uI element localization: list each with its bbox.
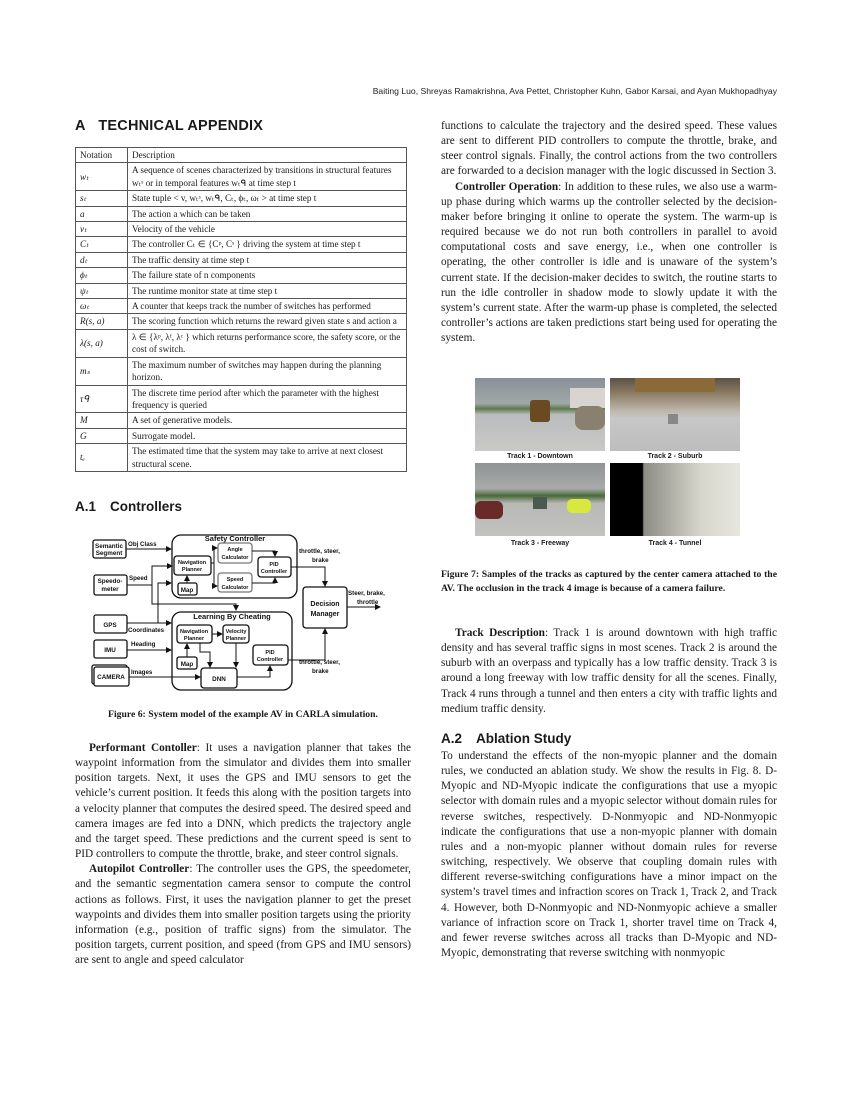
description-cell: The discrete time period after which the parameter with the highest frequency is queried xyxy=(128,385,407,413)
notation-cell: λ(s, a) xyxy=(76,329,128,357)
description-cell: The runtime monitor state at time step t xyxy=(128,283,407,298)
notation-cell: τᑫ xyxy=(76,385,128,413)
paragraph-pid-functions: functions to calculate the trajectory and the desired speed. These values are sent to different PID controllers to compute the throttle, brake, and steer control signals. Finally, the control actions from the two controllers are forwarded to a decision manager with the logic discussed in Section 3. xyxy=(441,120,777,178)
description-cell: The controller Cₜ ∈ {Cᵖ, Cˢ } driving the system at time step t xyxy=(128,237,407,252)
notation-cell: M xyxy=(76,413,128,428)
svg-text:brake: brake xyxy=(312,668,329,675)
notation-cell: G xyxy=(76,428,128,443)
track-1-image xyxy=(475,378,605,451)
description-cell: The scoring function which returns the reward given state s and action a xyxy=(128,314,407,329)
notation-cell: ϕₜ xyxy=(76,268,128,283)
svg-text:Calculator: Calculator xyxy=(221,555,249,561)
paragraph-ablation: To understand the effects of the non-myopic planner and the domain rules, we conducted an ablation study. We show the results in Fig. 8. D-Myopic and ND-Myopic indicate the configurations that use a myopic selector with domain rules and a myopic selector without domain rules for reverse switches, respectively. D-Nonmyopic and ND-Nonmyopic indicate the configurations that use a non-myopic planner with domain rules and a non-myopic planner without domain rules for reverse switching, respectively. We observe that coupling domain rules with different reverse-switching configurations have a minor impact on the system’s travel times and infraction scores on Track 1, Track 2, and Track 4. However, both D-Nonmyopic and ND-Nonmyopic achieve a smaller variance of infraction score on Track 1, shorter travel time on Track 4, and fewer reverse switches across all tracks than D-Myopic and ND-Myopic, demonstrating that reverse switching with nonmyopic xyxy=(441,750,777,960)
description-cell: State tuple < v, wₜˢ, wₜᑫ, Cₜ, ϕₜ, ωₜ > at time step t xyxy=(128,191,407,206)
notation-cell: sₜ xyxy=(76,191,128,206)
label-gps: GPS xyxy=(103,622,117,629)
track-3-image xyxy=(475,463,605,536)
paragraph-performant-controller xyxy=(75,741,411,862)
track-2-label: Track 2 - Suburb xyxy=(647,453,703,460)
label-speed: Speed xyxy=(129,575,148,582)
paragraph-lead: Performant Contoller xyxy=(89,742,197,754)
notation-cell: wₜ xyxy=(76,163,128,191)
paragraph-body: : Track 1 is around downtown with high traffic density and has several traffic signs in most scenes. Track 2 is around the suburb with an overpass and typically has a low traffic density. Track 3 is around a long freeway with low traffic density for all the scenes. Finally, Track 4 runs through a tunnel and then enters a city with traffic lights and medium traffic density. xyxy=(441,627,777,715)
paragraph-autopilot-controller xyxy=(75,862,411,968)
table-header-notation: Notation xyxy=(76,148,128,163)
label-semantic: Semantic xyxy=(95,543,123,550)
description-cell: λ ∈ {λᵖ, λᶠ, λᶜ } which returns performance score, the safety score, or the cost of switch. xyxy=(128,329,407,357)
description-cell: A counter that keeps track the number of switches has performed xyxy=(128,299,407,314)
right-column-ablation-text xyxy=(441,749,777,961)
notation-cell: tₑ xyxy=(76,444,128,472)
svg-text:throttle: throttle xyxy=(357,599,379,606)
description-cell: A set of generative models. xyxy=(128,413,407,428)
svg-text:Speed: Speed xyxy=(226,577,244,583)
description-cell: The traffic density at time step t xyxy=(128,252,407,267)
label-safety-controller: Safety Controller xyxy=(204,534,266,543)
left-column-text xyxy=(75,741,411,968)
label-segment: Segment xyxy=(95,550,123,557)
label-map: Map xyxy=(180,587,194,594)
right-column-top-text xyxy=(441,119,777,346)
svg-text:Angle: Angle xyxy=(227,547,243,553)
track-4-image xyxy=(610,463,740,536)
svg-text:Planner: Planner xyxy=(183,636,205,642)
label-lbc: Learning By Cheating xyxy=(193,612,271,621)
description-cell: A sequence of scenes characterized by transitions in structural features wₜˢ or in temporal features wₜᑫ at time step t xyxy=(128,163,407,191)
label-meter: meter xyxy=(101,586,119,593)
notation-cell: R(s, a) xyxy=(76,314,128,329)
label-speedo: Speedo- xyxy=(97,578,123,585)
right-column-track-text xyxy=(441,626,777,717)
description-cell: The action a which can be taken xyxy=(128,206,407,221)
svg-text:Navigation: Navigation xyxy=(177,560,207,566)
section-title: Ablation Study xyxy=(476,731,572,746)
notation-cell: mₛ xyxy=(76,357,128,385)
section-title: Controllers xyxy=(110,499,183,514)
svg-text:Steer, brake,: Steer, brake, xyxy=(348,590,385,597)
svg-text:Planner: Planner xyxy=(225,636,247,642)
label-dnn: DNN xyxy=(212,676,226,683)
svg-text:Planner: Planner xyxy=(181,567,203,573)
paragraph-body: : It uses a navigation planner that takes the waypoint information from the simulator and divides them into smaller position targets. Next, it uses the GPS and IMU sensors to get the vehicle’s current position. It feeds this along with the position targets into a velocity planner that computes the desired speed. The desired speed and camera images are fed into a DNN, which predicts the trajectory angle and the target speed. These predictions and the current speed is sent to PID controllers to compute the throttle, brake, and steer control signals. xyxy=(75,742,411,861)
description-cell: The estimated time that the system may take to arrive at next closest structural scene. xyxy=(128,444,407,472)
paragraph-controller-operation xyxy=(441,180,777,347)
label-imu: IMU xyxy=(104,647,116,654)
notation-cell: vₜ xyxy=(76,222,128,237)
svg-text:Calculator: Calculator xyxy=(221,585,249,591)
description-cell: The failure state of n components xyxy=(128,268,407,283)
svg-text:throttle, steer,: throttle, steer, xyxy=(299,548,340,555)
notation-cell: dₜ xyxy=(76,252,128,267)
svg-text:Manager: Manager xyxy=(310,611,340,618)
label-images: Images xyxy=(131,669,153,676)
notation-cell: Cₜ xyxy=(76,237,128,252)
svg-text:Decision: Decision xyxy=(310,601,340,608)
label-camera: CAMERA xyxy=(97,674,125,681)
notation-cell: ωₜ xyxy=(76,299,128,314)
label-obj-class: Obj Class xyxy=(128,541,157,548)
svg-text:brake: brake xyxy=(312,557,329,564)
svg-text:Velocity: Velocity xyxy=(225,629,247,635)
running-head: Baiting Luo, Shreyas Ramakrishna, Ava Pettet, Christopher Kuhn, Gabor Karsai, and Ayan Mukhopadhyay xyxy=(372,86,777,96)
paragraph-lead: Track Description xyxy=(455,627,545,639)
paragraph-lead: Controller Operation xyxy=(455,180,559,193)
figure-6-caption: Figure 6: System model of the example AV in CARLA simulation. xyxy=(108,709,378,720)
svg-text:Controller: Controller xyxy=(256,657,284,663)
track-2-image xyxy=(610,378,740,451)
description-cell: Surrogate model. xyxy=(128,428,407,443)
track-4-label: Track 4 - Tunnel xyxy=(648,540,702,547)
svg-text:PID: PID xyxy=(265,650,275,656)
section-heading-ablation xyxy=(441,731,571,746)
label-map2: Map xyxy=(180,661,194,668)
svg-text:PID: PID xyxy=(269,562,279,568)
section-title: TECHNICAL APPENDIX xyxy=(98,118,264,134)
paragraph-lead: Autopilot Controller xyxy=(89,863,190,876)
section-number: A xyxy=(75,118,86,134)
svg-text:throttle, steer,: throttle, steer, xyxy=(299,659,340,666)
track-1-label: Track 1 - Downtown xyxy=(507,453,573,460)
track-3-label: Track 3 - Freeway xyxy=(510,540,570,547)
notation-cell: a xyxy=(76,206,128,221)
svg-text:Controller: Controller xyxy=(260,569,288,575)
table-header-description: Description xyxy=(128,148,407,163)
paragraph-track-description xyxy=(441,626,777,717)
section-number: A.2 xyxy=(441,731,463,746)
description-cell: Velocity of the vehicle xyxy=(128,222,407,237)
notation-cell: ψₜ xyxy=(76,283,128,298)
figure-7-caption: Figure 7: Samples of the tracks as captured by the center camera attached to the AV. The occlusion in the track 4 image is because of a camera failure. xyxy=(441,569,777,594)
paragraph-body: : In addition to these rules, we also use a warm-up phase during which warms up the controller selected by the decision-maker before bringing it online to operate the system. The warm-up is required because we do not run both controllers in parallel to avoid computational costs and save energy, i.e., when one controller is operating, the other controller is idle and is unaware of the system’s current state. If the decision-maker decides to switch, the routine starts to run the idle controller in shadow mode to slowly update it with the system’s current state. After the warm-up phase is completed, the selected controller’s actions are taken predictions start being used for operating the system. xyxy=(441,180,777,345)
paragraph-body: : The controller uses the GPS, the speedometer, and the semantic segmentation camera sensor to compute the control actions as follows. First, it uses the navigation planner to get the preset waypoints and divides them into smaller position targets using the priority information (e.g., position of traffic signs) from the simulator. The position targets, current position, and speed (from GPS and IMU sensors) are sent to angle and speed calculator xyxy=(75,863,411,967)
svg-text:Navigation: Navigation xyxy=(179,629,209,635)
description-cell: The maximum number of switches may happen during the planning horizon. xyxy=(128,357,407,385)
section-number: A.1 xyxy=(75,499,97,514)
label-coordinates: Coordinates xyxy=(128,627,165,634)
label-heading: Heading xyxy=(131,641,156,648)
